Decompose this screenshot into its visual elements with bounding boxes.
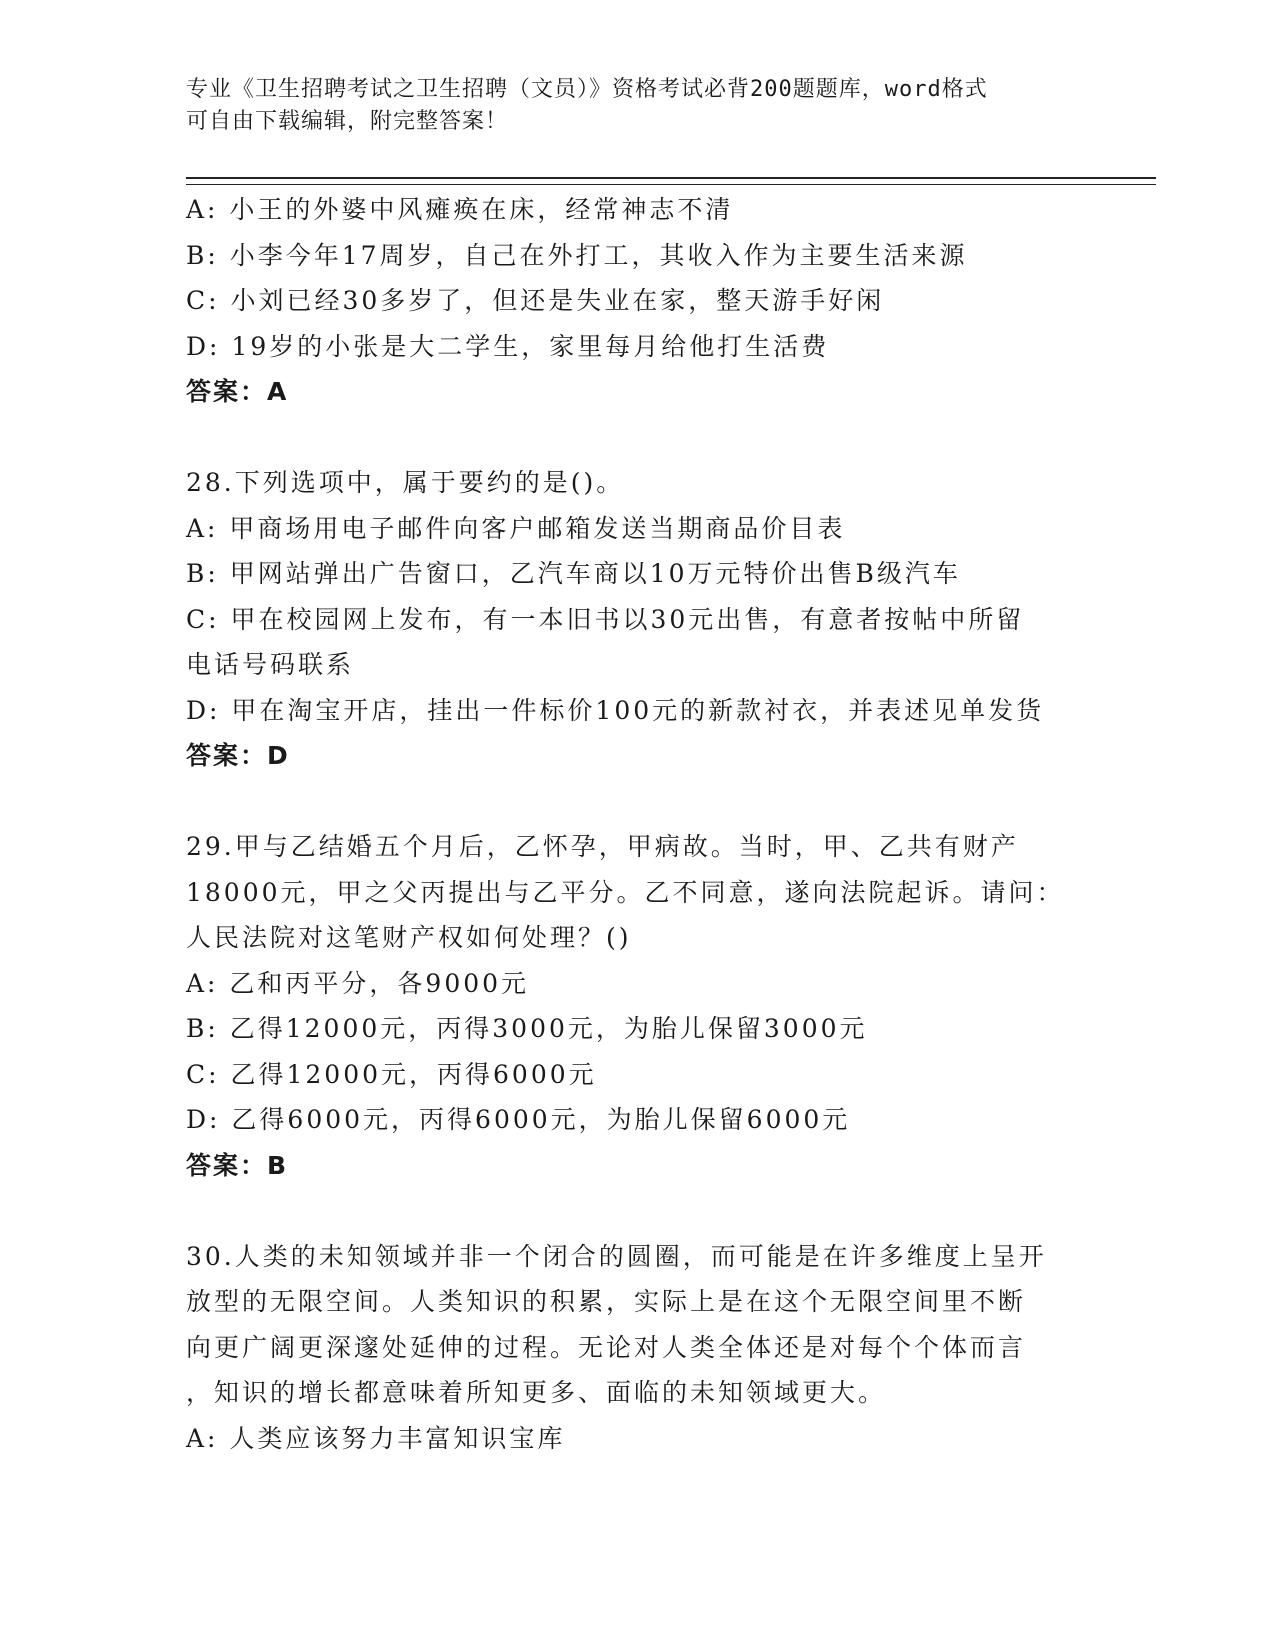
q27-option-b: B: 小李今年17周岁，自己在外打工，其收入作为主要生活来源 <box>186 240 968 270</box>
q30-option-a: A: 人类应该努力丰富知识宝库 <box>186 1423 566 1453</box>
spacer <box>186 415 1086 461</box>
q30-question-line-2: 放型的无限空间。人类知识的积累，实际上是在这个无限空间里不断 <box>186 1287 1027 1316</box>
q28-option-c-line-1: C: 甲在校园网上发布，有一本旧书以30元出售，有意者按帖中所留 <box>186 604 1025 634</box>
spacer <box>186 779 1086 825</box>
header-divider <box>186 177 1156 185</box>
q28-answer: 答案：D <box>186 741 290 770</box>
q28-option-a: A: 甲商场用电子邮件向客户邮箱发送当期商品价目表 <box>186 513 846 543</box>
q29-answer: 答案：B <box>186 1150 289 1180</box>
q29-option-d: D: 乙得6000元，丙得6000元，为胎儿保留6000元 <box>186 1105 851 1134</box>
document-header <box>186 74 1066 138</box>
question-content <box>186 187 1086 1461</box>
q28-question: 28.下列选项中，属于要约的是()。 <box>186 468 625 497</box>
q28-option-d: D: 甲在淘宝开店，挂出一件标价100元的新款衬衣，并表述见单发货 <box>186 695 1045 725</box>
q27-option-c: C: 小刘已经30多岁了，但还是失业在家，整天游手好闲 <box>186 286 885 315</box>
header-title-line-2: 可自由下载编辑，附完整答案！ <box>186 109 509 134</box>
header-title-line-1: 专业《卫生招聘考试之卫生招聘（文员）》资格考试必背200题题库，word格式 <box>186 77 988 102</box>
spacer <box>186 1188 1086 1234</box>
q28-option-c-line-2: 电话号码联系 <box>186 650 355 679</box>
q29-question-line-3: 人民法院对这笔财产权如何处理？() <box>186 923 632 952</box>
q27-option-a: A: 小王的外婆中风瘫痪在床，经常神志不清 <box>186 195 734 224</box>
q29-question-line-1: 29.甲与乙结婚五个月后，乙怀孕，甲病故。当时，甲、乙共有财产 <box>186 832 1019 861</box>
q27-answer: 答案：A <box>186 377 289 406</box>
q29-option-c: C: 乙得12000元，丙得6000元 <box>186 1059 597 1089</box>
q29-question-line-2: 18000元，甲之父丙提出与乙平分。乙不同意，遂向法院起诉。请问： <box>186 877 1065 907</box>
q27-option-d: D: 19岁的小张是大二学生，家里每月给他打生活费 <box>186 331 830 361</box>
q29-option-b: B: 乙得12000元，丙得3000元，为胎儿保留3000元 <box>186 1014 868 1043</box>
q30-question-line-1: 30.人类的未知领域并非一个闭合的圆圈，而可能是在许多维度上呈开 <box>186 1241 1047 1271</box>
q28-option-b: B: 甲网站弹出广告窗口，乙汽车商以10万元特价出售B级汽车 <box>186 559 961 588</box>
q30-question-line-4: ，知识的增长都意味着所知更多、面临的未知领域更大。 <box>186 1378 887 1407</box>
q29-option-a: A: 乙和丙平分，各9000元 <box>186 968 530 998</box>
q30-question-line-3: 向更广阔更深邃处延伸的过程。无论对人类全体还是对每个个体而言 <box>186 1332 1027 1362</box>
